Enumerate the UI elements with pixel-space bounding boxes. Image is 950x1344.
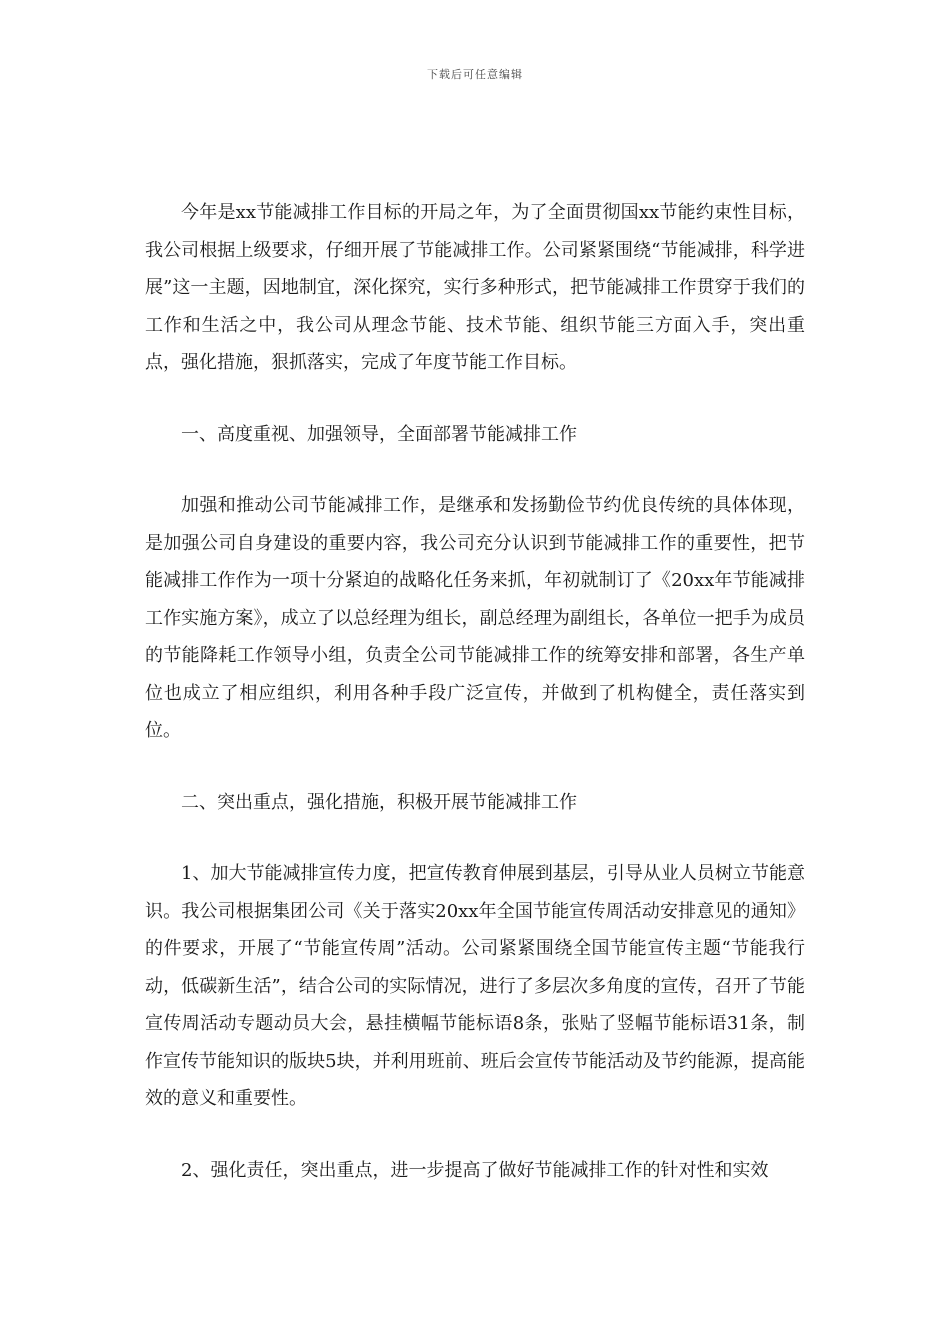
- header-note: 下载后可任意编辑: [427, 68, 523, 81]
- intro-paragraph: 今年是xx节能减排工作目标的开局之年，为了全面贯彻国xx节能约束性目标，我公司根据上级要求，仔细开展了节能减排工作。公司紧紧围绕“节能减排，科学进展”这一主题，因地制宜，深化探究，实行多种形式，把节能减排工作贯穿于我们的工作和生活之中，我公司从理念节能、技术节能、组织节能三方面入手，突出重点，强化措施，狠抓落实，完成了年度节能工作目标。: [145, 202, 805, 373]
- item-1-paragraph: 1、加大节能减排宣传力度，把宣传教育伸展到基层，引导从业人员树立节能意识。我公司根据集团公司《关于落实20xx年全国节能宣传周活动安排意见的通知》的件要求，开展了“节能宣传周”活动。公司紧紧围绕全国节能宣传主题“节能我行动，低碳新生活”，结合公司的实际情况，进行了多层次多角度的宣传，召开了节能宣传周活动专题动员大会，悬挂横幅节能标语8条，张贴了竖幅节能标语31条，制作宣传节能知识的版块5块，并利用班前、班后会宣传节能活动及节约能源，提高能效的意义和重要性。: [145, 863, 805, 1109]
- section-2-heading: 二、突出重点，强化措施，积极开展节能减排工作: [181, 791, 577, 813]
- section-1-heading: 一、高度重视、加强领导，全面部署节能减排工作: [181, 423, 577, 445]
- section-1-paragraph: 加强和推动公司节能减排工作，是继承和发扬勤俭节约优良传统的具体体现，是加强公司自身建设的重要内容，我公司充分认识到节能减排工作的重要性，把节能减排工作作为一项十分紧迫的战略化任务来抓，年初就制订了《20xx年节能减排工作实施方案》，成立了以总经理为组长，副总经理为副组长，各单位一把手为成员的节能降耗工作领导小组，负责全公司节能减排工作的统筹安排和部署，各生产单位也成立了相应组织，利用各种手段广泛宣传，并做到了机构健全，责任落实到位。: [145, 495, 805, 741]
- item-2-paragraph: 2、强化责任，突出重点，进一步提高了做好节能减排工作的针对性和实效: [181, 1159, 769, 1181]
- document-body: [145, 194, 805, 1223]
